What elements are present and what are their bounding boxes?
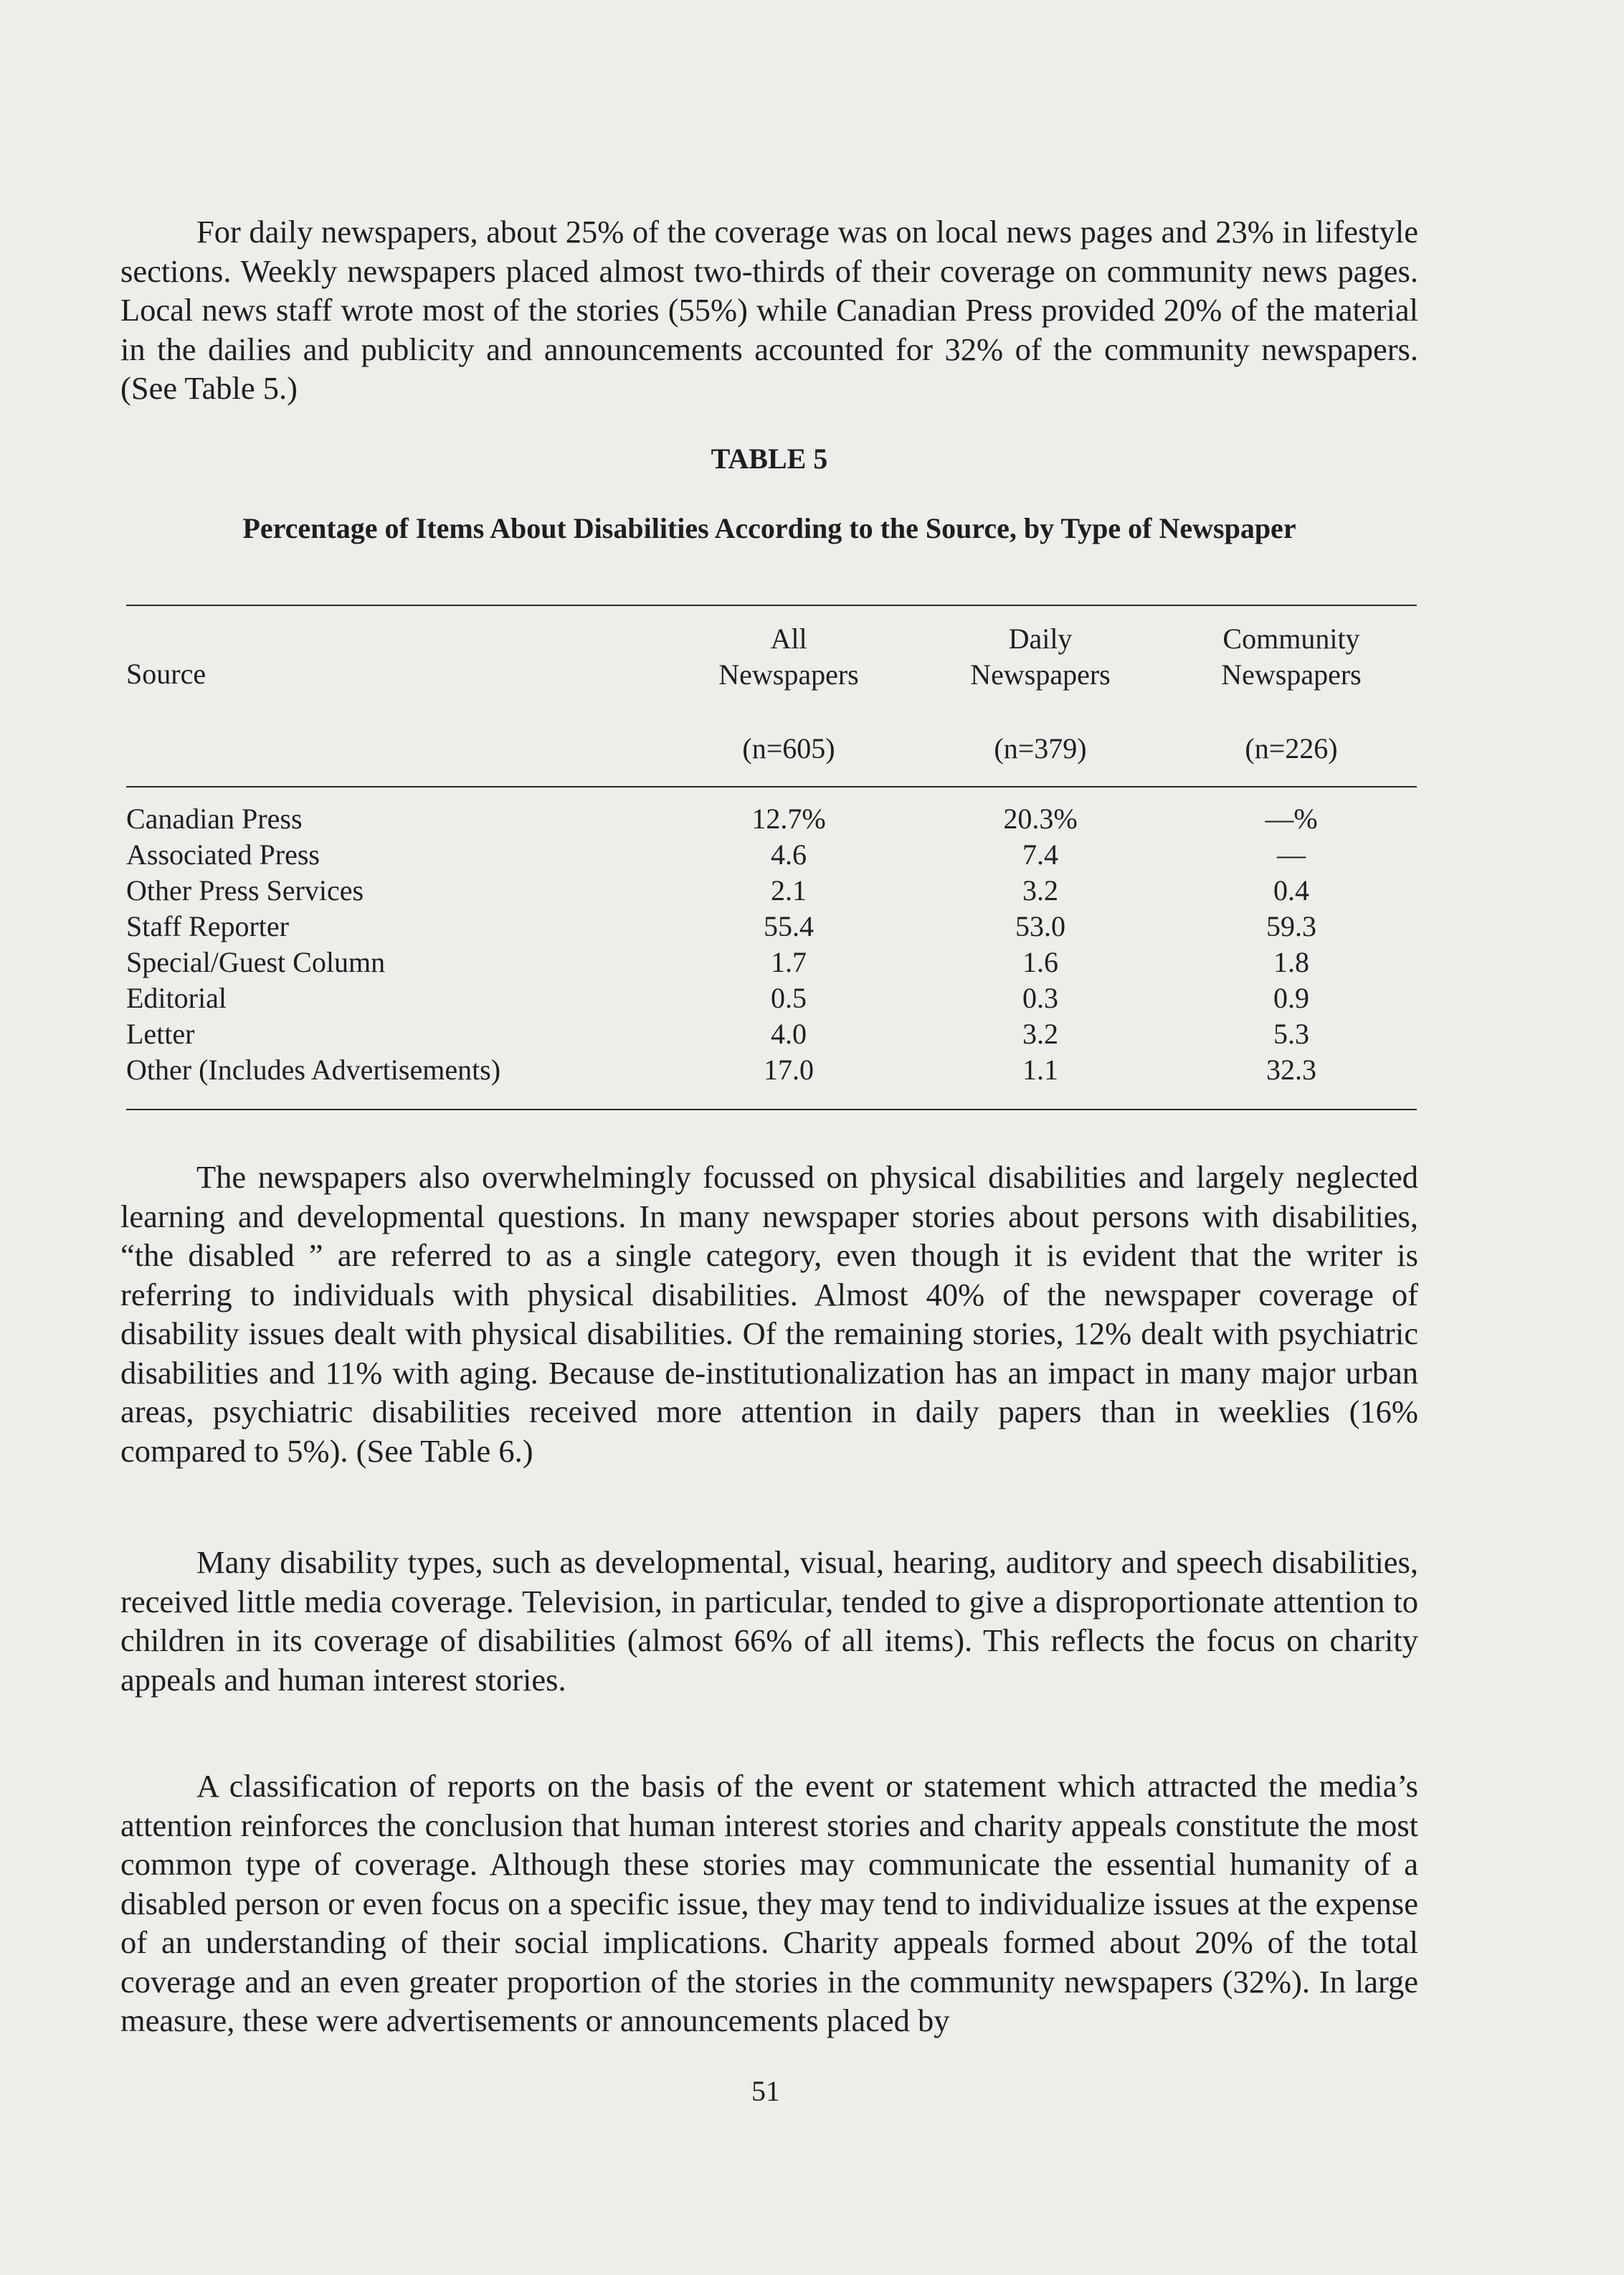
row-daily-value: 53.0 (1015, 910, 1065, 942)
table-row (126, 1052, 1417, 1088)
row-daily-value: 1.1 (1022, 1054, 1058, 1086)
row-daily-value: 0.3 (1022, 982, 1058, 1014)
row-source: Other Press Services (126, 874, 364, 907)
row-all-value: 55.4 (764, 910, 814, 942)
sample-size-all: (n=605) (742, 732, 835, 765)
header-daily-newspapers (926, 621, 1155, 693)
row-community-value: 0.9 (1273, 982, 1309, 1014)
header-comm-line2: Newspapers (1221, 658, 1362, 691)
row-daily-value: 3.2 (1022, 1018, 1058, 1050)
header-daily-line1: Daily (1008, 623, 1073, 655)
table-caption: Percentage of Items About Disabilities According to the Source, by Type of Newspaper (242, 512, 1296, 544)
row-all-value: 17.0 (764, 1054, 814, 1086)
table-row (126, 945, 1417, 980)
sample-size-daily: (n=379) (994, 732, 1087, 765)
row-all-value: 1.7 (771, 946, 807, 978)
header-all-line1: All (770, 623, 807, 655)
body-paragraph: The newspapers also overwhelmingly focussed on physical disabilities and largely neglected learning and developmental questions. In many newspaper stories about persons with disabilities, “the disabled ” are referred to as a single category, even though it is evident that the writer is referring to individuals with physical disabilities. Almost 40% of the newspaper coverage of disability issues dealt with physical disabilities. Of the remaining stories, 12% dealt with psychiatric disabilities and 11% with aging. Because de-institutionalization has an impact in many major urban areas, psychiatric disabilities received more attention in daily papers than in weeklies (16% compared to 5%). (See Table 6.) (120, 1159, 1418, 1469)
table-top-rule (126, 605, 1417, 606)
row-all-value: 12.7% (751, 803, 826, 835)
table-bottom-rule (126, 1109, 1417, 1110)
row-community-value: 32.3 (1266, 1054, 1316, 1086)
row-source: Associated Press (126, 838, 320, 871)
row-community-value: 59.3 (1266, 910, 1316, 942)
header-community-newspapers (1177, 621, 1406, 693)
row-all-value: 4.0 (771, 1018, 807, 1050)
table-row (126, 801, 1417, 837)
row-community-value: —% (1265, 803, 1318, 835)
row-daily-value: 7.4 (1022, 838, 1058, 871)
page-number: 51 (751, 2075, 780, 2107)
header-source: Source (126, 658, 206, 690)
header-daily-line2: Newspapers (970, 658, 1111, 691)
body-paragraph: A classification of reports on the basis of the event or statement which attracted the media’s attention reinforces the conclusion that human interest stories and charity appeals constitute the most common type of coverage. Although these stories may communicate the essential humanity of a disabled person or even focus on a specific issue, they may tend to individualize issues at the expense of an understanding of their social implications. Charity appeals formed about 20% of the total coverage and an even greater proportion of the stories in the community newspapers (32%). In large measure, these were advertisements or announcements placed by (120, 1768, 1418, 2038)
row-all-value: 2.1 (771, 874, 807, 907)
row-source: Special/Guest Column (126, 946, 386, 978)
intro-paragraph: For daily newspapers, about 25% of the coverage was on local news pages and 23% in lifestyle sections. Weekly newspapers placed almost two-thirds of their coverage on community news pages. Local news staff wrote most of the stories (55%) while Canadian Press provided 20% of the material in the dailies and publicity and announcements accounted for 32% of the community newspapers. (See Table 5.) (120, 214, 1418, 406)
table-row (126, 1016, 1417, 1052)
row-source: Letter (126, 1018, 195, 1050)
sample-size-community: (n=226) (1245, 732, 1338, 765)
table-number: TABLE 5 (711, 443, 828, 475)
row-community-value: 0.4 (1273, 874, 1309, 907)
table-row (126, 909, 1417, 945)
row-source: Staff Reporter (126, 910, 289, 942)
row-community-value: 1.8 (1273, 946, 1309, 978)
header-all-line2: Newspapers (718, 658, 859, 691)
header-comm-line1: Community (1222, 623, 1360, 655)
row-daily-value: 20.3% (1003, 803, 1078, 835)
table-header-rule (126, 786, 1417, 788)
header-all-newspapers (674, 621, 903, 693)
row-daily-value: 1.6 (1022, 946, 1058, 978)
table-row (126, 873, 1417, 909)
table-row (126, 837, 1417, 873)
body-paragraph: Many disability types, such as developmental, visual, hearing, auditory and speech disabilities, received little media coverage. Television, in particular, tended to give a disproportionate attention to children in its coverage of disabilities (almost 66% of all items). This reflects the focus on charity appeals and human interest stories. (120, 1544, 1418, 1698)
row-all-value: 4.6 (771, 838, 807, 871)
row-all-value: 0.5 (771, 982, 807, 1014)
row-community-value: 5.3 (1273, 1018, 1309, 1050)
row-source: Canadian Press (126, 803, 303, 835)
row-source: Other (Includes Advertisements) (126, 1054, 501, 1086)
table-body (126, 801, 1417, 1088)
table-row (126, 980, 1417, 1016)
row-source: Editorial (126, 982, 227, 1014)
row-community-value: — (1277, 838, 1306, 871)
row-daily-value: 3.2 (1022, 874, 1058, 907)
